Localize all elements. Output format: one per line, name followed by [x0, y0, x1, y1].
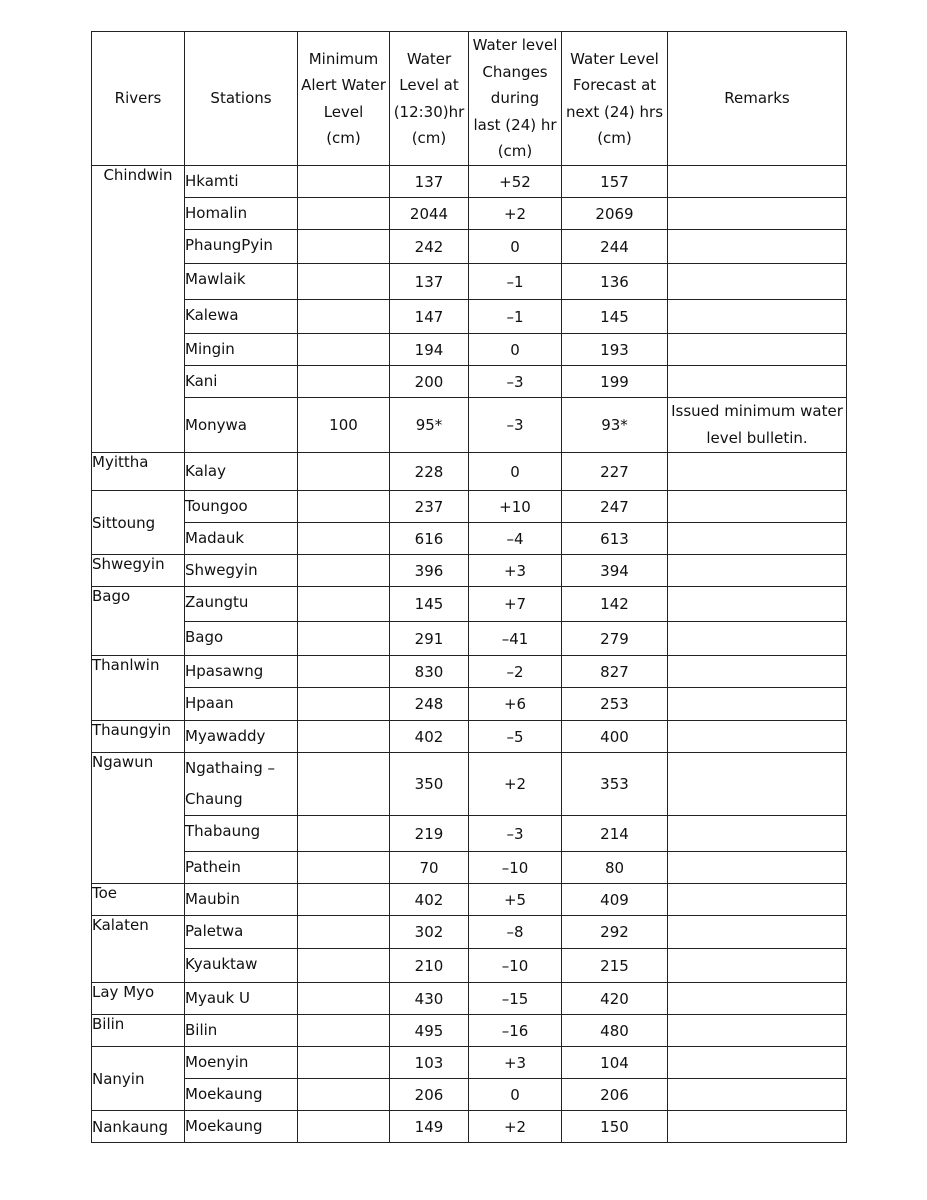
- alert-cell: [298, 198, 390, 230]
- level-cell: 149: [390, 1111, 469, 1143]
- level-cell: 137: [390, 264, 469, 300]
- forecast-cell: 400: [562, 721, 668, 753]
- forecast-cell: 104: [562, 1047, 668, 1079]
- station-cell: Kalewa: [185, 300, 298, 334]
- station-cell: Myauk U: [185, 983, 298, 1015]
- station-cell: Myawaddy: [185, 721, 298, 753]
- station-cell: Bago: [185, 622, 298, 656]
- table-row: [92, 622, 847, 656]
- remarks-cell: [668, 688, 847, 721]
- table-row: [92, 721, 847, 753]
- remarks-cell: [668, 264, 847, 300]
- level-cell: 302: [390, 916, 469, 949]
- river-cell: Shwegyin: [92, 555, 185, 587]
- alert-cell: [298, 983, 390, 1015]
- table-row: [92, 884, 847, 916]
- change-cell: –3: [469, 366, 562, 398]
- table-row: [92, 398, 847, 453]
- station-cell: Shwegyin: [185, 555, 298, 587]
- forecast-cell: 409: [562, 884, 668, 916]
- station-cell: PhaungPyin: [185, 230, 298, 264]
- table-row: [92, 916, 847, 949]
- header-stations: Stations: [185, 32, 298, 166]
- table-row: [92, 1111, 847, 1143]
- level-cell: 616: [390, 523, 469, 555]
- remarks-cell: [668, 453, 847, 491]
- level-cell: 2044: [390, 198, 469, 230]
- river-cell: Thanlwin: [92, 656, 185, 721]
- table-row: [92, 816, 847, 852]
- station-cell: Thabaung: [185, 816, 298, 852]
- alert-cell: [298, 1015, 390, 1047]
- table-row: [92, 852, 847, 884]
- alert-cell: [298, 264, 390, 300]
- table-row: [92, 688, 847, 721]
- station-cell: Kani: [185, 366, 298, 398]
- level-cell: 70: [390, 852, 469, 884]
- forecast-cell: 279: [562, 622, 668, 656]
- change-cell: –3: [469, 398, 562, 453]
- station-cell: Hkamti: [185, 166, 298, 198]
- station-cell: Maubin: [185, 884, 298, 916]
- river-cell: Myittha: [92, 453, 185, 491]
- change-cell: –2: [469, 656, 562, 688]
- level-cell: 402: [390, 721, 469, 753]
- forecast-cell: 215: [562, 949, 668, 983]
- remarks-cell: [668, 852, 847, 884]
- forecast-cell: 353: [562, 753, 668, 816]
- change-cell: –3: [469, 816, 562, 852]
- table-row: [92, 1015, 847, 1047]
- change-cell: –41: [469, 622, 562, 656]
- remarks-cell: [668, 816, 847, 852]
- table-row: [92, 230, 847, 264]
- remarks-cell: [668, 949, 847, 983]
- remarks-cell: [668, 656, 847, 688]
- table-row: [92, 983, 847, 1015]
- alert-cell: [298, 230, 390, 264]
- header-row: [92, 32, 847, 166]
- change-cell: –10: [469, 852, 562, 884]
- remarks-cell: [668, 622, 847, 656]
- station-cell: Paletwa: [185, 916, 298, 949]
- change-cell: –5: [469, 721, 562, 753]
- level-cell: 194: [390, 334, 469, 366]
- river-cell: Thaungyin: [92, 721, 185, 753]
- station-cell: Kalay: [185, 453, 298, 491]
- level-cell: 147: [390, 300, 469, 334]
- forecast-cell: 199: [562, 366, 668, 398]
- level-cell: 228: [390, 453, 469, 491]
- alert-cell: [298, 555, 390, 587]
- remarks-cell: [668, 555, 847, 587]
- alert-cell: [298, 816, 390, 852]
- remarks-cell: [668, 1111, 847, 1143]
- change-cell: +2: [469, 1111, 562, 1143]
- change-cell: –4: [469, 523, 562, 555]
- station-cell: Toungoo: [185, 491, 298, 523]
- table-row: [92, 198, 847, 230]
- alert-cell: [298, 622, 390, 656]
- remarks-cell: [668, 721, 847, 753]
- table-row: [92, 366, 847, 398]
- alert-cell: [298, 1111, 390, 1143]
- alert-cell: [298, 491, 390, 523]
- table-row: [92, 587, 847, 622]
- table-row: [92, 334, 847, 366]
- level-cell: 145: [390, 587, 469, 622]
- change-cell: +2: [469, 198, 562, 230]
- level-cell: 210: [390, 949, 469, 983]
- station-cell: Homalin: [185, 198, 298, 230]
- remarks-cell: [668, 916, 847, 949]
- forecast-cell: 193: [562, 334, 668, 366]
- forecast-cell: 214: [562, 816, 668, 852]
- table-row: [92, 300, 847, 334]
- forecast-cell: 394: [562, 555, 668, 587]
- level-cell: 402: [390, 884, 469, 916]
- remarks-cell: [668, 366, 847, 398]
- forecast-cell: 142: [562, 587, 668, 622]
- remarks-cell: Issued minimum water level bulletin.: [668, 398, 847, 453]
- remarks-cell: [668, 491, 847, 523]
- level-cell: 430: [390, 983, 469, 1015]
- change-cell: –1: [469, 300, 562, 334]
- station-cell: Moekaung: [185, 1111, 298, 1143]
- header-water-level: Water Level at (12:30)hr (cm): [390, 32, 469, 166]
- change-cell: –1: [469, 264, 562, 300]
- station-cell: Hpaan: [185, 688, 298, 721]
- forecast-cell: 93*: [562, 398, 668, 453]
- level-cell: 103: [390, 1047, 469, 1079]
- alert-cell: [298, 721, 390, 753]
- change-cell: +7: [469, 587, 562, 622]
- header-forecast: Water Level Forecast at next (24) hrs (cm): [562, 32, 668, 166]
- alert-cell: [298, 949, 390, 983]
- change-cell: –10: [469, 949, 562, 983]
- level-cell: 495: [390, 1015, 469, 1047]
- change-cell: 0: [469, 1079, 562, 1111]
- table-row: [92, 491, 847, 523]
- river-cell: Kalaten: [92, 916, 185, 983]
- alert-cell: [298, 1079, 390, 1111]
- forecast-cell: 80: [562, 852, 668, 884]
- forecast-cell: 136: [562, 264, 668, 300]
- alert-cell: [298, 334, 390, 366]
- river-cell: Toe: [92, 884, 185, 916]
- forecast-cell: 253: [562, 688, 668, 721]
- change-cell: 0: [469, 230, 562, 264]
- table-row: [92, 523, 847, 555]
- remarks-cell: [668, 587, 847, 622]
- level-cell: 830: [390, 656, 469, 688]
- alert-cell: [298, 916, 390, 949]
- station-cell: Moekaung: [185, 1079, 298, 1111]
- forecast-cell: 292: [562, 916, 668, 949]
- river-cell: Chindwin: [92, 166, 185, 453]
- remarks-cell: [668, 166, 847, 198]
- remarks-cell: [668, 300, 847, 334]
- remarks-cell: [668, 230, 847, 264]
- change-cell: +5: [469, 884, 562, 916]
- level-cell: 206: [390, 1079, 469, 1111]
- station-cell: Pathein: [185, 852, 298, 884]
- level-cell: 242: [390, 230, 469, 264]
- level-cell: 200: [390, 366, 469, 398]
- alert-cell: [298, 300, 390, 334]
- forecast-cell: 2069: [562, 198, 668, 230]
- forecast-cell: 247: [562, 491, 668, 523]
- table-row: [92, 949, 847, 983]
- alert-cell: 100: [298, 398, 390, 453]
- level-cell: 237: [390, 491, 469, 523]
- remarks-cell: [668, 884, 847, 916]
- station-cell: Bilin: [185, 1015, 298, 1047]
- station-cell: Kyauktaw: [185, 949, 298, 983]
- station-cell: Hpasawng: [185, 656, 298, 688]
- remarks-cell: [668, 753, 847, 816]
- river-cell: Nankaung: [92, 1111, 185, 1143]
- alert-cell: [298, 852, 390, 884]
- station-cell: Mawlaik: [185, 264, 298, 300]
- forecast-cell: 150: [562, 1111, 668, 1143]
- forecast-cell: 157: [562, 166, 668, 198]
- change-cell: +10: [469, 491, 562, 523]
- river-cell: Lay Myo: [92, 983, 185, 1015]
- table-row: [92, 753, 847, 816]
- alert-cell: [298, 587, 390, 622]
- station-cell: Madauk: [185, 523, 298, 555]
- river-cell: Bilin: [92, 1015, 185, 1047]
- level-cell: 95*: [390, 398, 469, 453]
- level-cell: 248: [390, 688, 469, 721]
- forecast-cell: 420: [562, 983, 668, 1015]
- table-row: [92, 656, 847, 688]
- change-cell: –15: [469, 983, 562, 1015]
- header-remarks: Remarks: [668, 32, 847, 166]
- water-level-table: [91, 31, 847, 1143]
- forecast-cell: 244: [562, 230, 668, 264]
- remarks-cell: [668, 198, 847, 230]
- table-row: [92, 166, 847, 198]
- change-cell: 0: [469, 334, 562, 366]
- change-cell: +3: [469, 1047, 562, 1079]
- change-cell: +52: [469, 166, 562, 198]
- alert-cell: [298, 884, 390, 916]
- level-cell: 291: [390, 622, 469, 656]
- river-cell: Sittoung: [92, 491, 185, 555]
- level-cell: 137: [390, 166, 469, 198]
- alert-cell: [298, 366, 390, 398]
- forecast-cell: 145: [562, 300, 668, 334]
- level-cell: 350: [390, 753, 469, 816]
- river-cell: Ngawun: [92, 753, 185, 884]
- header-min-alert: Minimum Alert Water Level (cm): [298, 32, 390, 166]
- forecast-cell: 480: [562, 1015, 668, 1047]
- forecast-cell: 827: [562, 656, 668, 688]
- river-cell: Nanyin: [92, 1047, 185, 1111]
- alert-cell: [298, 656, 390, 688]
- alert-cell: [298, 688, 390, 721]
- alert-cell: [298, 1047, 390, 1079]
- alert-cell: [298, 753, 390, 816]
- change-cell: –8: [469, 916, 562, 949]
- change-cell: –16: [469, 1015, 562, 1047]
- table-row: [92, 264, 847, 300]
- forecast-cell: 227: [562, 453, 668, 491]
- change-cell: +2: [469, 753, 562, 816]
- level-cell: 219: [390, 816, 469, 852]
- remarks-cell: [668, 1079, 847, 1111]
- station-cell: Mingin: [185, 334, 298, 366]
- station-cell: Ngathaing – Chaung: [185, 753, 298, 816]
- change-cell: +3: [469, 555, 562, 587]
- remarks-cell: [668, 523, 847, 555]
- remarks-cell: [668, 1015, 847, 1047]
- alert-cell: [298, 453, 390, 491]
- remarks-cell: [668, 334, 847, 366]
- header-rivers: Rivers: [92, 32, 185, 166]
- alert-cell: [298, 166, 390, 198]
- river-cell: Bago: [92, 587, 185, 656]
- alert-cell: [298, 523, 390, 555]
- table-row: [92, 453, 847, 491]
- table-row: [92, 1079, 847, 1111]
- station-cell: Zaungtu: [185, 587, 298, 622]
- forecast-cell: 206: [562, 1079, 668, 1111]
- station-cell: Moenyin: [185, 1047, 298, 1079]
- table-row: [92, 555, 847, 587]
- remarks-cell: [668, 983, 847, 1015]
- header-changes: Water level Changes during last (24) hr (cm): [469, 32, 562, 166]
- change-cell: +6: [469, 688, 562, 721]
- table-row: [92, 1047, 847, 1079]
- station-cell: Monywa: [185, 398, 298, 453]
- level-cell: 396: [390, 555, 469, 587]
- forecast-cell: 613: [562, 523, 668, 555]
- remarks-cell: [668, 1047, 847, 1079]
- change-cell: 0: [469, 453, 562, 491]
